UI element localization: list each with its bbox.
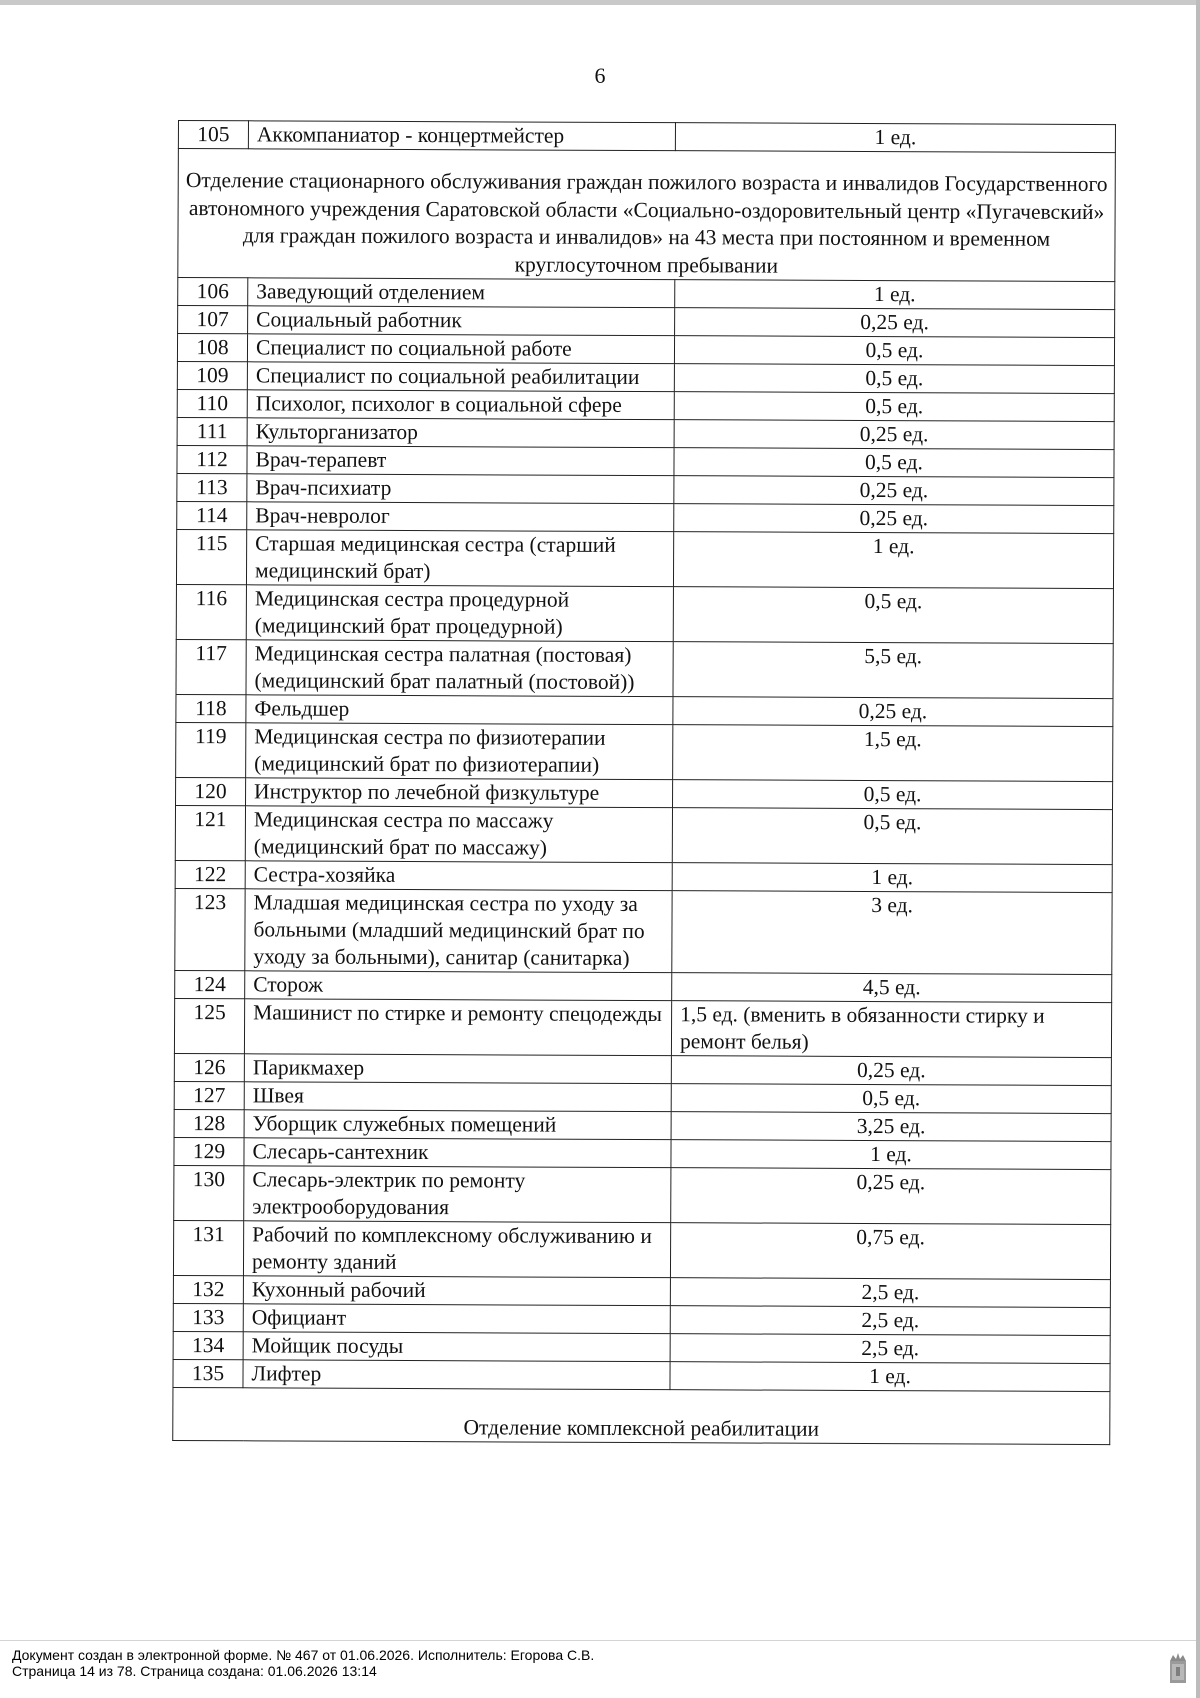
position-title: Мойщик посуды	[243, 1332, 670, 1362]
row-number: 122	[175, 860, 245, 888]
table-row	[178, 278, 1115, 310]
position-title: Слесарь-сантехник	[244, 1138, 671, 1168]
staff-quantity: 0,25 ед.	[671, 1056, 1111, 1086]
row-number: 112	[177, 445, 247, 473]
row-number: 131	[173, 1220, 243, 1275]
section-header-row	[178, 149, 1116, 282]
staff-quantity: 2,5 ед.	[670, 1334, 1110, 1364]
table-row	[174, 1137, 1111, 1169]
staff-quantity: 4,5 ед.	[672, 973, 1112, 1003]
row-number: 123	[175, 888, 245, 970]
staff-quantity: 2,5 ед.	[670, 1278, 1110, 1308]
staff-quantity: 1,5 ед. (вменить в обязанности стирку и ремонт белья)	[671, 1001, 1111, 1058]
row-number: 106	[178, 278, 248, 306]
table-row	[176, 584, 1113, 643]
staff-quantity: 0,5 ед.	[674, 448, 1114, 478]
position-title: Медицинская сестра по массажу (медицинский брат по массажу)	[245, 806, 672, 863]
position-title: Сторож	[245, 971, 672, 1001]
table-row	[178, 121, 1115, 153]
position-title: Специалист по социальной работе	[247, 334, 674, 364]
row-number: 115	[176, 529, 246, 584]
table-row	[177, 417, 1114, 449]
table-row	[173, 1359, 1110, 1391]
row-number: 124	[175, 970, 245, 998]
staff-quantity: 0,5 ед.	[671, 1084, 1111, 1114]
staff-quantity: 0,5 ед.	[672, 808, 1112, 865]
position-title: Младшая медицинская сестра по уходу за больными (младший медицинский брат по уходу за больными), санитар (санитарка)	[245, 889, 672, 973]
row-number: 129	[174, 1137, 244, 1165]
staff-quantity: 0,5 ед.	[673, 587, 1113, 644]
staff-quantity: 3,25 ед.	[671, 1112, 1111, 1142]
position-title: Врач-психиатр	[247, 474, 674, 504]
footer-line-page-info: Страница 14 из 78. Страница создана: 01.06.2026 13:14	[12, 1663, 377, 1679]
table-row	[175, 805, 1112, 864]
row-number: 127	[174, 1081, 244, 1109]
position-title: Инструктор по лечебной физкультуре	[246, 778, 673, 808]
staff-quantity: 0,25 ед.	[674, 420, 1114, 450]
staff-quantity: 1 ед.	[675, 280, 1115, 310]
position-title: Официант	[243, 1304, 670, 1334]
row-number: 120	[176, 777, 246, 805]
table-row	[178, 306, 1115, 338]
page-edge-right	[1196, 0, 1200, 1698]
footer-divider	[0, 1640, 1196, 1641]
staff-quantity: 0,25 ед.	[674, 476, 1114, 506]
table-row	[176, 529, 1113, 588]
staff-quantity: 0,75 ед.	[670, 1223, 1110, 1280]
position-title: Врач-невролог	[247, 502, 674, 532]
table-body-main	[173, 278, 1115, 1392]
table-row	[176, 639, 1113, 698]
position-title: Заведующий отделением	[248, 278, 675, 308]
staff-quantity: 0,5 ед.	[674, 392, 1114, 422]
position-title: Слесарь-электрик по ремонту электрооборудования	[244, 1166, 671, 1223]
table-row	[173, 1220, 1110, 1279]
table-row	[174, 998, 1111, 1057]
table-row	[175, 888, 1112, 974]
table-row	[177, 389, 1114, 421]
row-number: 105	[178, 121, 248, 149]
staff-quantity: 3 ед.	[672, 891, 1112, 975]
table-row	[177, 334, 1114, 366]
position-title: Фельдшер	[246, 695, 673, 725]
table-row	[176, 722, 1113, 781]
staff-quantity: 0,5 ед.	[674, 336, 1114, 366]
position-title: Рабочий по комплексному обслуживанию и ремонту зданий	[243, 1221, 670, 1278]
row-number: 135	[173, 1359, 243, 1387]
position-title: Специалист по социальной реабилитации	[247, 362, 674, 392]
staff-quantity: 1 ед.	[675, 123, 1115, 153]
staff-quantity: 1,5 ед.	[673, 725, 1113, 782]
table-row	[176, 694, 1113, 726]
table-row	[173, 1303, 1110, 1335]
table-row	[174, 1165, 1111, 1224]
staff-quantity: 1 ед.	[673, 532, 1113, 589]
row-number: 125	[174, 998, 244, 1053]
section-title-stationary: Отделение стационарного обслуживания граждан пожилого возраста и инвалидов Государственного автономного учреждения Саратовской области «Социально-оздоровительный центр «Пугачевский» для граждан пожилого возраста и инвалидов» на 43 места при постоянном и временном круглосуточном пребывании	[178, 149, 1116, 282]
table-row	[173, 1331, 1110, 1363]
staff-quantity: 0,5 ед.	[674, 364, 1114, 394]
position-title: Уборщик служебных помещений	[244, 1110, 671, 1140]
position-title: Врач-терапевт	[247, 446, 674, 476]
row-number: 132	[173, 1275, 243, 1303]
row-number: 108	[177, 334, 247, 362]
position-title: Лифтер	[243, 1360, 670, 1390]
row-number: 133	[173, 1303, 243, 1331]
page-edge-top	[0, 0, 1200, 5]
page-number: 6	[594, 63, 606, 88]
position-title: Сестра-хозяйка	[245, 861, 672, 891]
position-title: Медицинская сестра процедурной (медицинский брат процедурной)	[246, 585, 673, 642]
staff-quantity: 2,5 ед.	[670, 1306, 1110, 1336]
position-title: Машинист по стирке и ремонту спецодежды	[244, 999, 671, 1056]
table-row	[177, 445, 1114, 477]
section-header-row	[173, 1387, 1110, 1444]
row-number: 130	[174, 1165, 244, 1220]
row-number: 126	[174, 1053, 244, 1081]
position-title: Старшая медицинская сестра (старший медицинский брат)	[246, 530, 673, 587]
table-body-top	[178, 121, 1115, 153]
row-number: 134	[173, 1331, 243, 1359]
position-title: Медицинская сестра палатная (постовая) (медицинский брат палатный (постовой))	[246, 640, 673, 697]
position-title: Психолог, психолог в социальной сфере	[247, 390, 674, 420]
row-number: 116	[176, 584, 246, 639]
staff-table	[172, 120, 1116, 1445]
staff-quantity: 5,5 ед.	[673, 642, 1113, 699]
staff-quantity: 0,25 ед.	[674, 504, 1114, 534]
position-title: Парикмахер	[244, 1054, 671, 1084]
row-number: 113	[177, 473, 247, 501]
table-row	[177, 361, 1114, 393]
table-row	[175, 970, 1112, 1002]
row-number: 111	[177, 417, 247, 445]
position-title: Социальный работник	[248, 306, 675, 336]
position-title: Кухонный рабочий	[243, 1276, 670, 1306]
staff-quantity: 0,25 ед.	[675, 308, 1115, 338]
table-row	[177, 473, 1114, 505]
section-header-1-body	[178, 149, 1116, 282]
row-number: 118	[176, 694, 246, 722]
section-header-2-body	[173, 1387, 1110, 1444]
staff-quantity: 1 ед.	[672, 863, 1112, 893]
staff-quantity: 0,25 ед.	[673, 697, 1113, 727]
table-row	[175, 860, 1112, 892]
position-title: Аккомпаниатор - концертмейстер	[248, 121, 675, 151]
table-row	[173, 1275, 1110, 1307]
table-row	[174, 1053, 1111, 1085]
staff-quantity: 0,25 ед.	[671, 1168, 1111, 1225]
table-row	[174, 1109, 1111, 1141]
document-footer	[12, 1647, 594, 1679]
section-title-rehabilitation: Отделение комплексной реабилитации	[173, 1387, 1110, 1444]
coat-of-arms-icon	[1167, 1652, 1189, 1686]
footer-line-document-info: Документ создан в электронной форме. № 467 от 01.06.2026. Исполнитель: Егорова С.В.	[12, 1647, 595, 1663]
row-number: 117	[176, 639, 246, 694]
row-number: 119	[176, 722, 246, 777]
staff-quantity: 0,5 ед.	[673, 780, 1113, 810]
row-number: 110	[177, 389, 247, 417]
staff-quantity: 1 ед.	[670, 1362, 1110, 1392]
row-number: 121	[175, 805, 245, 860]
row-number: 107	[178, 306, 248, 334]
staff-quantity: 1 ед.	[671, 1140, 1111, 1170]
row-number: 128	[174, 1109, 244, 1137]
row-number: 114	[177, 501, 247, 529]
row-number: 109	[177, 361, 247, 389]
position-title: Медицинская сестра по физиотерапии (медицинский брат по физиотерапии)	[246, 723, 673, 780]
table-row	[174, 1081, 1111, 1113]
position-title: Швея	[244, 1082, 671, 1112]
table-row	[177, 501, 1114, 533]
table-row	[176, 777, 1113, 809]
position-title: Культорганизатор	[247, 418, 674, 448]
